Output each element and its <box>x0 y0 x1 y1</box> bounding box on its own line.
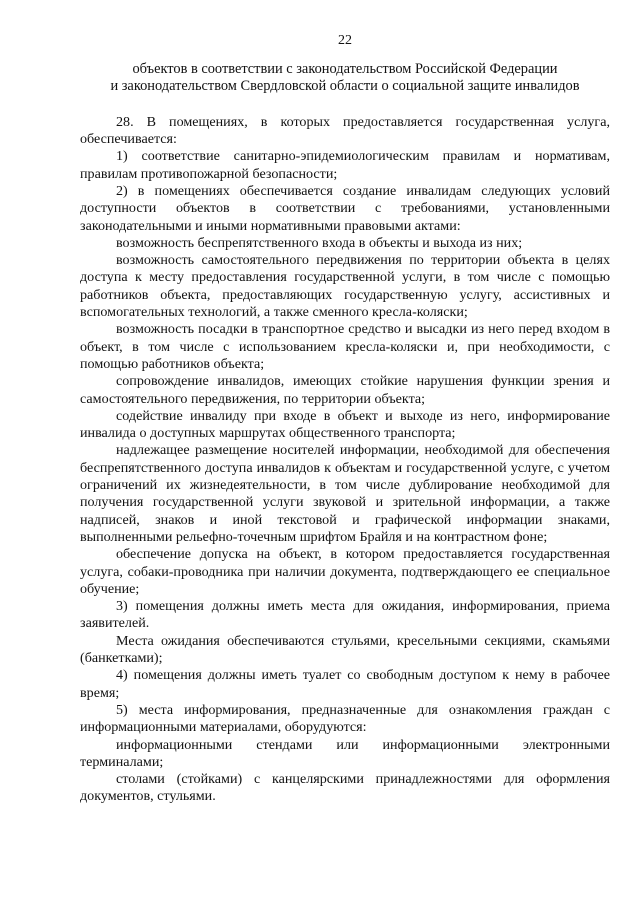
page-number: 22 <box>338 33 352 48</box>
paragraph-entry-assistance: содействие инвалиду при входе в объект и выходе из него, информирование инвалида о доступных маршрутах общественного транспорта; <box>80 407 610 442</box>
paragraph-entry-stands: информационными стендами или информационными электронными терминалами; <box>80 736 610 770</box>
paragraph-entry-transport: возможность посадки в транспортное средство и высадки из него перед входом в объект, в том числе с использованием кресла-коляски и, при необходимости, с помощью работников объекта; <box>80 321 610 372</box>
paragraph-item-1: 1) соответствие санитарно-эпидемиологическим правилам и нормативам, правилам противопожарной безопасности; <box>80 148 610 182</box>
paragraph-entry-guide-dog: обеспечение допуска на объект, в котором предоставляется государственная услуга, собаки-проводника при наличии документа, подтверждающего ее специальное обучение; <box>80 546 610 597</box>
section-heading <box>80 61 610 96</box>
paragraph-entry-information: надлежащее размещение носителей информации, необходимой для обеспечения беспрепятственного доступа инвалидов к объектам и государственной услуге, с учетом ограничений их жизнедеятельности, в том числе дублирование необходимой для получения государственной услуги звуковой и зрительной информации, а также надписей, знаков и иной текстовой и графической информации знаками, выполненными рельефно-точечным шрифтом Брайля и на контрастном фоне; <box>80 442 610 545</box>
paragraph-item-3: 3) помещения должны иметь места для ожидания, информирования, приема заявителей. <box>80 598 610 632</box>
paragraph-item-5: 5) места информирования, предназначенные для ознакомления граждан с информационными материалами, оборудуются: <box>80 701 610 736</box>
paragraph-entry-access: возможность беспрепятственного входа в объекты и выхода из них; <box>116 234 523 251</box>
heading-line-2: и законодательством Свердловской области о социальной защите инвалидов <box>110 78 580 95</box>
paragraph-item-2: 2) в помещениях обеспечивается создание инвалидам следующих условий доступности объектов в соответствии с требованиями, установленными законодательными и иными нормативными правовыми актами: <box>80 183 610 234</box>
paragraph-28-intro: 28. В помещениях, в которых предоставляется государственная услуга, обеспечивается: <box>80 113 610 148</box>
heading-line-1: объектов в соответствии с законодательством Российской Федерации <box>132 61 558 77</box>
paragraph-item-4: 4) помещения должны иметь туалет со свободным доступом к нему в рабочее время; <box>80 667 610 701</box>
paragraph-entry-escort: сопровождение инвалидов, имеющих стойкие нарушения функции зрения и самостоятельного передвижения, по территории объекта; <box>80 373 610 407</box>
paragraph-waiting-places: Места ожидания обеспечиваются стульями, кресельными секциями, скамьями (банкетками); <box>80 632 610 667</box>
paragraph-entry-movement: возможность самостоятельного передвижения по территории объекта в целях доступа к месту предоставления государственной услуги, в том числе с помощью работников объекта, предоставляющих государственную услугу, ассистивных и вспомогательных технологий, а также сменного кресла-коляски; <box>80 252 610 321</box>
paragraph-entry-tables: столами (стойками) с канцелярскими принадлежностями для оформления документов, стульями. <box>80 771 610 805</box>
document-body <box>80 114 610 806</box>
